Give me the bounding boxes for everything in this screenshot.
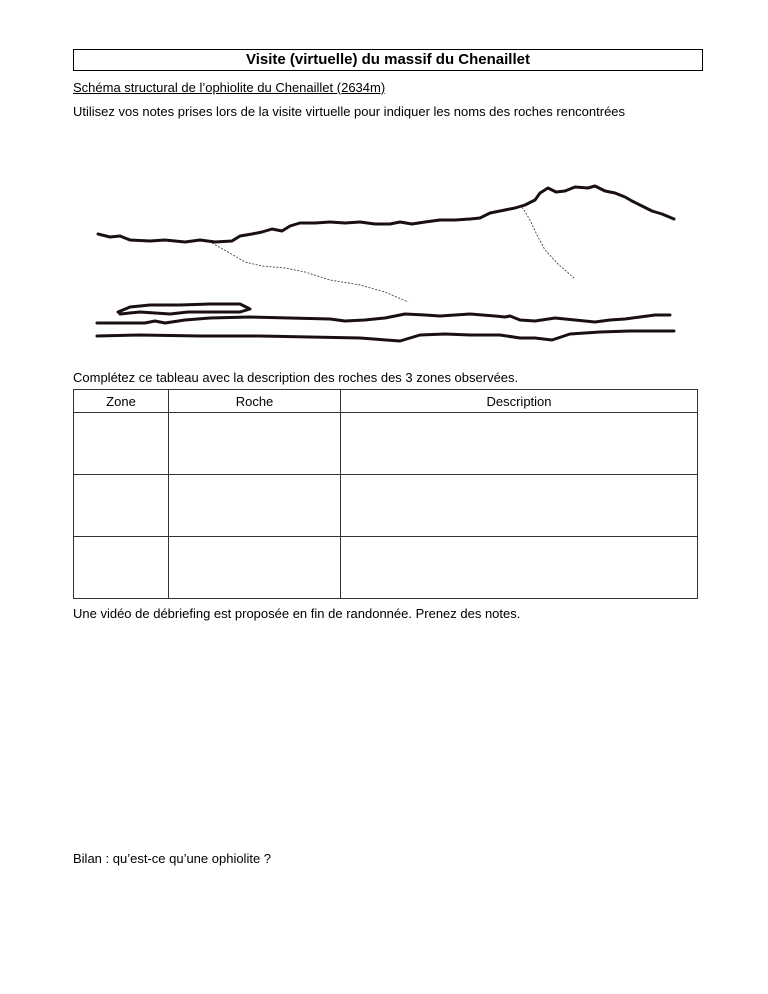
mountain-profile-line xyxy=(98,186,674,242)
subtitle: Schéma structural de l’ophiolite du Chenaillet (2634m) xyxy=(73,80,386,95)
table-row xyxy=(74,475,698,537)
upper-lens-outline xyxy=(118,304,250,314)
middle-layer-line xyxy=(97,314,670,323)
roche-cell[interactable] xyxy=(169,413,341,475)
zone-cell[interactable] xyxy=(74,413,169,475)
table-row xyxy=(74,413,698,475)
ophiolite-cross-section-sketch xyxy=(0,170,768,350)
bilan-question: Bilan : qu’est-ce qu’une ophiolite ? xyxy=(73,851,272,866)
zone-cell[interactable] xyxy=(74,537,169,599)
page-title: Visite (virtuelle) du massif du Chenaillet xyxy=(73,49,703,71)
contact-line-left xyxy=(212,243,408,302)
table-row xyxy=(74,537,698,599)
rock-zones-table xyxy=(73,389,698,599)
lower-layer-line xyxy=(97,331,674,341)
column-header-zone: Zone xyxy=(74,390,169,413)
table-intro: Complétez ce tableau avec la description des roches des 3 zones observées. xyxy=(73,370,519,385)
roche-cell[interactable] xyxy=(169,475,341,537)
description-cell[interactable] xyxy=(341,413,698,475)
column-header-description: Description xyxy=(341,390,698,413)
zone-cell[interactable] xyxy=(74,475,169,537)
contact-line-right xyxy=(522,207,574,278)
column-header-roche: Roche xyxy=(169,390,341,413)
roche-cell[interactable] xyxy=(169,537,341,599)
instruction-text: Utilisez vos notes prises lors de la visite virtuelle pour indiquer les noms des roches rencontrées xyxy=(73,104,626,119)
video-note: Une vidéo de débriefing est proposée en fin de randonnée. Prenez des notes. xyxy=(73,606,521,621)
description-cell[interactable] xyxy=(341,475,698,537)
description-cell[interactable] xyxy=(341,537,698,599)
